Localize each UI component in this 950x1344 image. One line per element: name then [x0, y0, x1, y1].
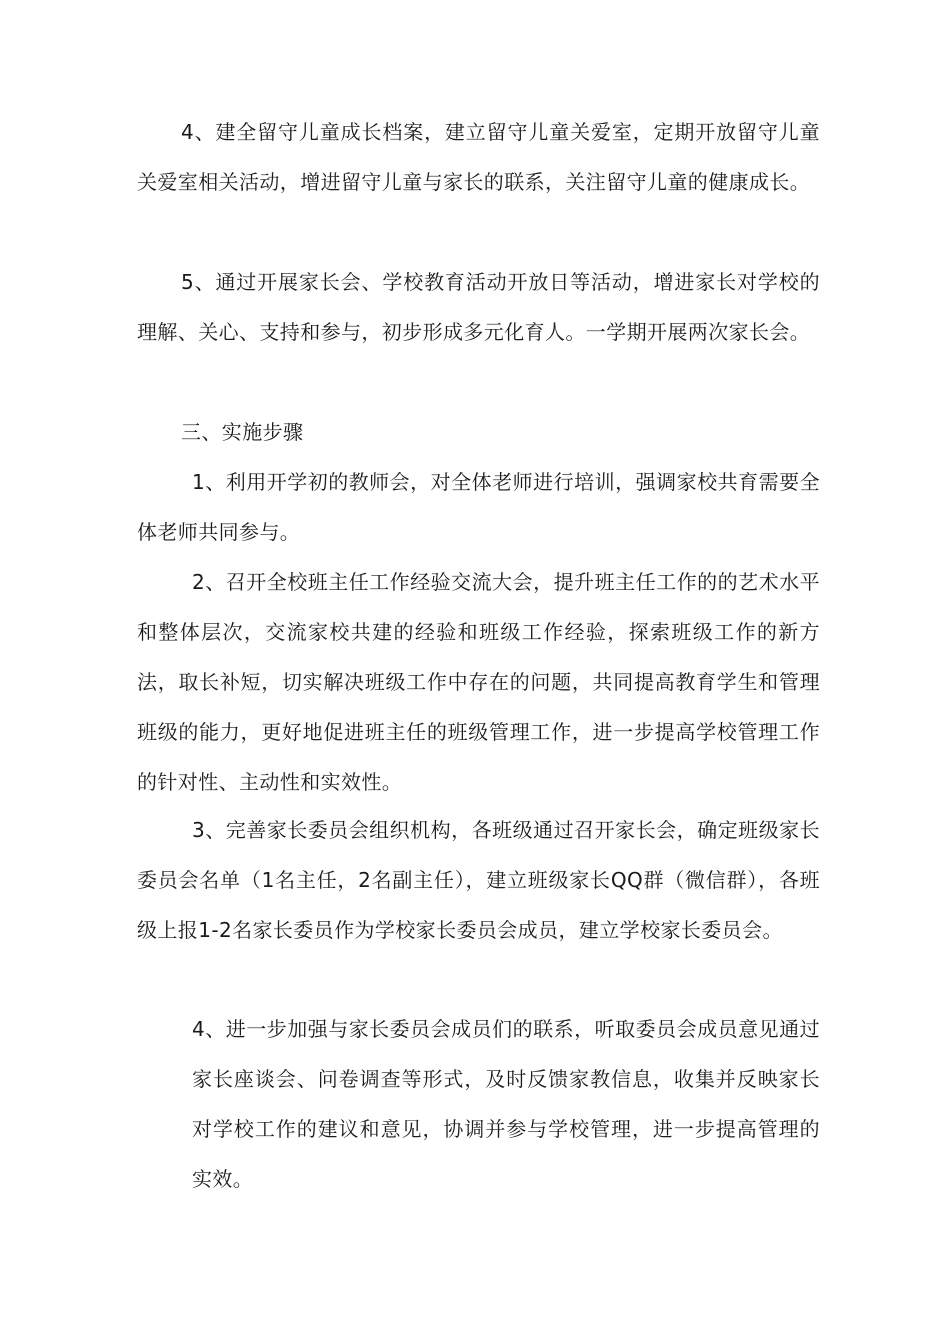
paragraph-step-1-teacher-training: 1、利用开学初的教师会，对全体老师进行培训，强调家校共育需要全体老师共同参与。	[137, 470, 820, 544]
paragraph-step-2-head-teacher-exchange: 2、召开全校班主任工作经验交流大会，提升班主任工作的的艺术水平和整体层次，交流家校共建的经验和班级工作经验，探索班级工作的新方法，取长补短，切实解决班级工作中存在的问题，共同提高教育学生和管理班级的能力，更好地促进班主任的班级管理工作，进一步提高学校管理工作的针对性、主动性和实效性。	[137, 570, 820, 794]
paragraph-item-5-parent-meetings: 5、通过开展家长会、学校教育活动开放日等活动，增进家长对学校的理解、关心、支持和参与，初步形成多元化育人。一学期开展两次家长会。	[137, 270, 820, 344]
paragraph-step-3-parent-committee: 3、完善家长委员会组织机构，各班级通过召开家长会，确定班级家长委员会名单（1名主任，2名副主任），建立班级家长QQ群（微信群），各班级上报1-2名家长委员作为学校家长委员会成员，建立学校家长委员会。	[137, 818, 820, 942]
paragraph-step-4-committee-contact: 4、进一步加强与家长委员会成员们的联系，听取委员会成员意见通过家长座谈会、问卷调查等形式，及时反馈家教信息，收集并反映家长对学校工作的建议和意见，协调并参与学校管理，进一步提高管理的实效。	[192, 1017, 820, 1191]
section-heading-implementation-steps: 三、实施步骤	[181, 420, 304, 444]
paragraph-item-4-left-behind-children: 4、建全留守儿童成长档案，建立留守儿童关爱室，定期开放留守儿童关爱室相关活动，增进留守儿童与家长的联系，关注留守儿童的健康成长。	[137, 120, 820, 194]
